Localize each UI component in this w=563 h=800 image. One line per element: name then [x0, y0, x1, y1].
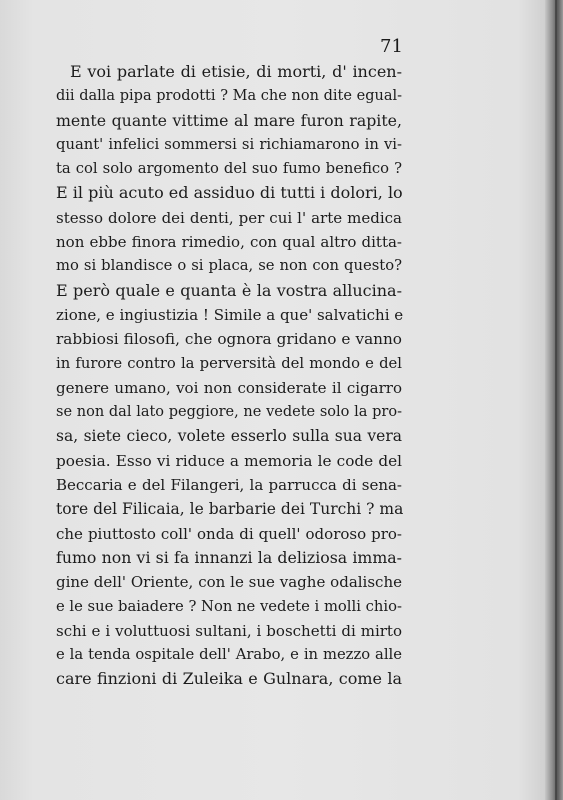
- text-line: sa, siete cieco, volete esserlo sulla sua vera: [56, 427, 402, 446]
- page-gutter-shadow: [545, 0, 563, 800]
- text-line: poesia. Esso vi riduce a memoria le code del: [56, 451, 402, 470]
- text-line: stesso dolore dei denti, per cui l' arte medica: [56, 208, 402, 227]
- text-line: dii dalla pipa prodotti ? Ma che non dite egual-: [56, 88, 402, 105]
- text-line: in furore contro la perversità del mondo e del: [56, 354, 402, 372]
- text-line: quant' infelici sommersi si richiamarono in vi-: [56, 135, 402, 153]
- text-line: Beccaria e del Filangeri, la parrucca di sena-: [56, 476, 402, 495]
- text-line: non ebbe finora rimedio, con qual altro ditta-: [56, 233, 402, 252]
- text-line: gine dell' Oriente, con le sue vaghe odalische: [56, 573, 402, 592]
- text-line: care finzioni di Zuleika e Gulnara, come la: [56, 669, 402, 689]
- text-line: rabbiosi filosofi, che ognora gridano e vanno: [56, 330, 402, 349]
- text-line: e la tenda ospitale dell' Arabo, e in mezzo alle: [56, 646, 402, 664]
- text-line: E voi parlate di etisie, di morti, d' incen-: [70, 62, 402, 81]
- text-line: genere umano, voi non considerate il cigarro: [56, 378, 402, 397]
- text-line: E il più acuto ed assiduo di tutti i dolori, lo: [56, 183, 403, 203]
- text-line: zione, e ingiustizia ! Simile a que' salvatichi e: [56, 305, 404, 324]
- text-line: ta col solo argomento del suo fumo benefico ?: [56, 160, 402, 178]
- text-line: che piuttosto coll' onda di quell' odoroso pro-: [56, 524, 402, 543]
- page-number: 71: [380, 36, 403, 57]
- text-line: E però quale e quanta è la vostra allucina-: [56, 280, 402, 300]
- text-line: mo si blandisce o si placa, se non con questo?: [56, 257, 402, 275]
- page-binding-edge: [555, 0, 557, 800]
- text-line: fumo non vi si fa innanzi la deliziosa imma-: [56, 547, 402, 567]
- text-line: mente quante vittime al mare furon rapite,: [56, 110, 402, 130]
- text-line: se non dal lato peggiore, ne vedete solo la pro-: [56, 404, 402, 421]
- text-line: tore del Filicaia, le barbarie dei Turchi ? ma: [56, 500, 404, 519]
- text-line: e le sue baiadere ? Non ne vedete i molli chio-: [56, 597, 402, 615]
- text-line: schi e i voluttuosi sultani, i boschetti di mirto: [56, 621, 402, 640]
- body-text: [56, 60, 402, 692]
